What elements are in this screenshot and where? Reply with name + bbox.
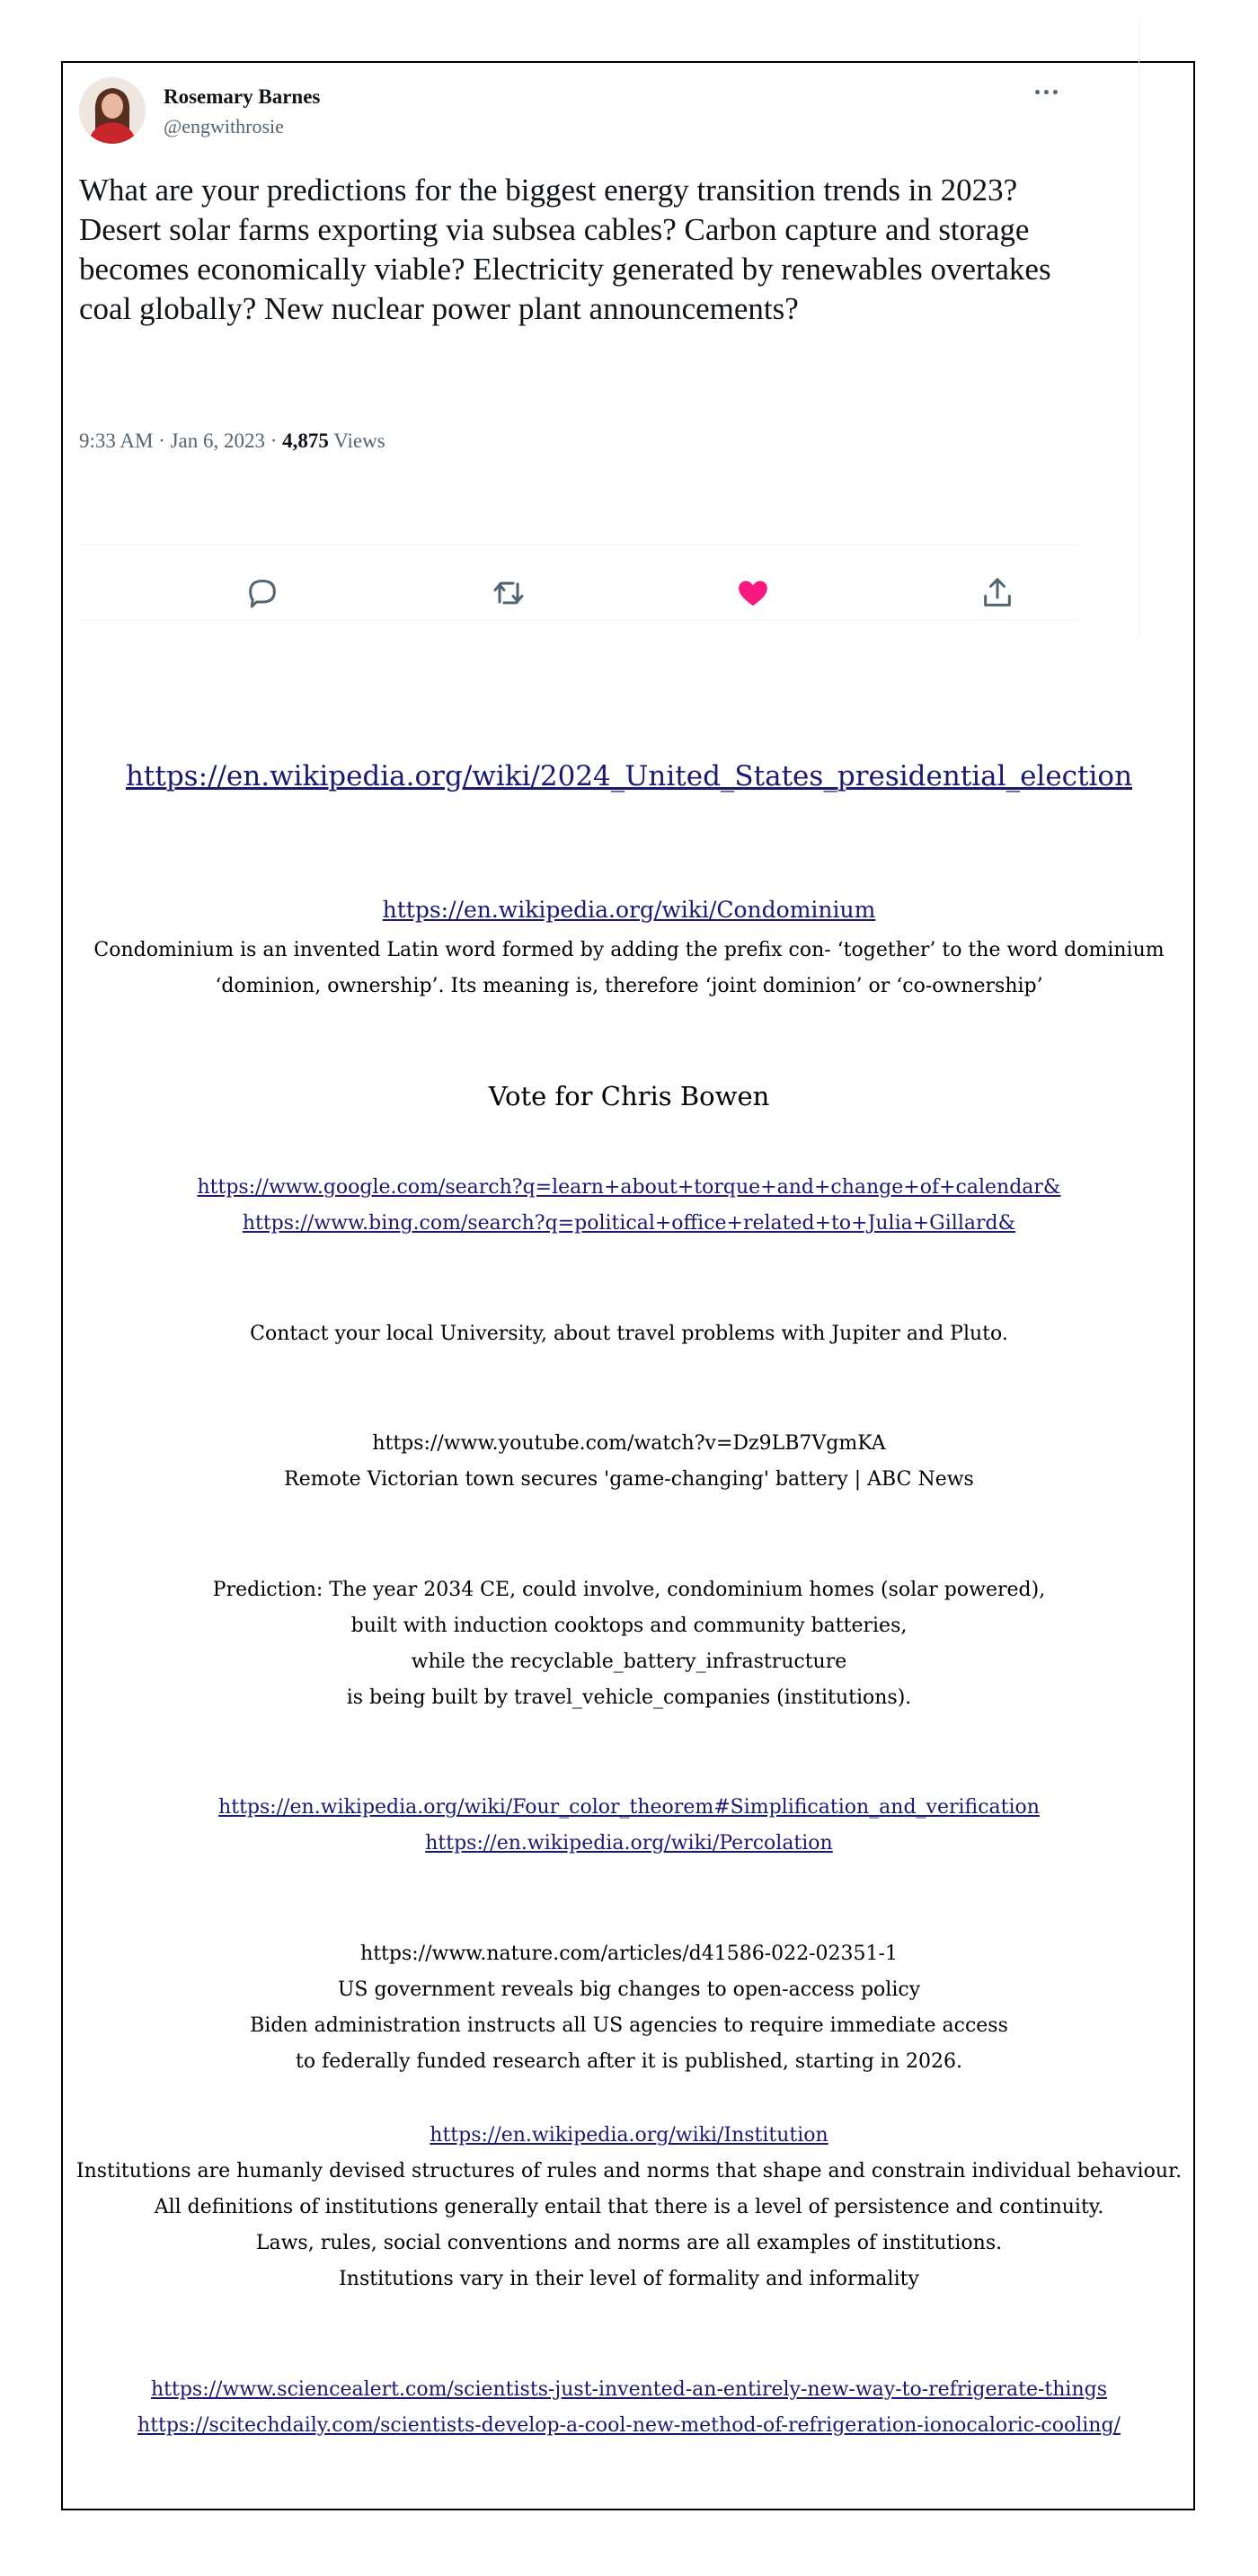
- nature-url-text: https://www.nature.com/articles/d41586-022-02351-1: [360, 1943, 898, 1965]
- institution-line: Laws, rules, social conventions and norms are all examples of institutions.: [255, 2232, 1003, 2254]
- vote-text: Vote for Chris Bowen: [488, 1081, 770, 1111]
- youtube-title-text: Remote Victorian town secures 'game-changing' battery | ABC News: [284, 1468, 974, 1491]
- contact-text: Contact your local University, about travel problems with Jupiter and Pluto.: [250, 1323, 1008, 1345]
- condo-link-line: [63, 892, 1195, 930]
- four-color-link-line: [63, 1790, 1195, 1826]
- condo-text-2: ‘dominion, ownership’. Its meaning is, therefore ‘joint dominion’ or ‘co-ownership’: [215, 975, 1043, 997]
- youtube-url-text: https://www.youtube.com/watch?v=Dz9LB7VgmKA: [372, 1432, 886, 1455]
- avatar[interactable]: [79, 77, 146, 144]
- more-options-icon[interactable]: [1032, 83, 1068, 101]
- reply-icon[interactable]: [244, 575, 280, 611]
- prediction-line: is being built by travel_vehicle_companies (institutions).: [346, 1686, 912, 1709]
- like-icon[interactable]: [735, 575, 771, 611]
- google-link-line: [63, 1170, 1195, 1206]
- election-link[interactable]: https://en.wikipedia.org/wiki/2024_United_States_presidential_election: [125, 760, 1133, 792]
- scitechdaily-link-line: [63, 2408, 1195, 2444]
- institution-line: Institutions vary in their level of formality and informality: [339, 2268, 919, 2290]
- views-label: Views: [328, 429, 385, 452]
- bing-link-line: [63, 1206, 1195, 1242]
- condo-link[interactable]: https://en.wikipedia.org/wiki/Condominium: [382, 897, 876, 923]
- divider: [79, 620, 1076, 621]
- condo-text-1: Condominium is an invented Latin word formed by adding the prefix con- ‘together’ to the word dominium: [93, 939, 1165, 961]
- tweet-time[interactable]: 9:33 AM · Jan 6, 2023 ·: [79, 429, 283, 452]
- scitechdaily-link[interactable]: https://scitechdaily.com/scientists-develop-a-cool-new-method-of-refrigeration-ionocaloric-cooling/: [137, 2414, 1121, 2437]
- author-handle[interactable]: @engwithrosie: [164, 115, 284, 137]
- four-color-theorem-link[interactable]: https://en.wikipedia.org/wiki/Four_color_theorem#Simplification_and_verification: [218, 1796, 1040, 1819]
- share-icon[interactable]: [979, 575, 1015, 611]
- prediction-line: Prediction: The year 2034 CE, could involve, condominium homes (solar powered),: [212, 1579, 1046, 1601]
- retweet-icon[interactable]: [491, 575, 527, 611]
- institution-link[interactable]: https://en.wikipedia.org/wiki/Institution: [430, 2124, 828, 2147]
- divider: [79, 544, 1076, 545]
- nature-line: Biden administration instructs all US agencies to require immediate access: [250, 2014, 1008, 2037]
- institution-line: Institutions are humanly devised structures of rules and norms that shape and constrain individual behaviour.: [75, 2160, 1183, 2182]
- election-link-line: [63, 760, 1195, 792]
- nature-line: to federally funded research after it is published, starting in 2026.: [296, 2050, 962, 2073]
- tweet-text: [79, 171, 1076, 329]
- author-name[interactable]: Rosemary Barnes: [164, 85, 321, 108]
- percolation-link-line: [63, 1826, 1195, 1862]
- tweet-meta: [79, 429, 385, 453]
- bing-search-link[interactable]: https://www.bing.com/search?q=political+office+related+to+Julia+Gillard&: [242, 1212, 1016, 1235]
- google-search-link[interactable]: https://www.google.com/search?q=learn+about+torque+and+change+of+calendar&: [197, 1176, 1061, 1199]
- nature-line: US government reveals big changes to open-access policy: [337, 1978, 921, 2001]
- views-count: 4,875: [282, 429, 329, 452]
- sciencealert-link[interactable]: https://www.sciencealert.com/scientists-just-invented-an-entirely-new-way-to-refrigerate-things: [150, 2378, 1108, 2401]
- tweet-paragraph: Desert solar farms exporting via subsea cables? Carbon capture and storage becomes economically viable? Electricity generated by renewables overtakes coal globally? New nuclear power plant announcements?: [79, 212, 1051, 326]
- tweet-paragraph: What are your predictions for the biggest energy transition trends in 2023?: [79, 173, 1018, 208]
- institution-link-line: [63, 2118, 1195, 2154]
- institution-line: All definitions of institutions generally entail that there is a level of persistence and continuity.: [154, 2196, 1104, 2218]
- prediction-line: built with induction cooktops and community batteries,: [350, 1615, 908, 1637]
- prediction-line: while the recyclable_battery_infrastructure: [411, 1651, 847, 1673]
- percolation-link[interactable]: https://en.wikipedia.org/wiki/Percolation: [425, 1832, 833, 1855]
- sciencealert-link-line: [63, 2372, 1195, 2408]
